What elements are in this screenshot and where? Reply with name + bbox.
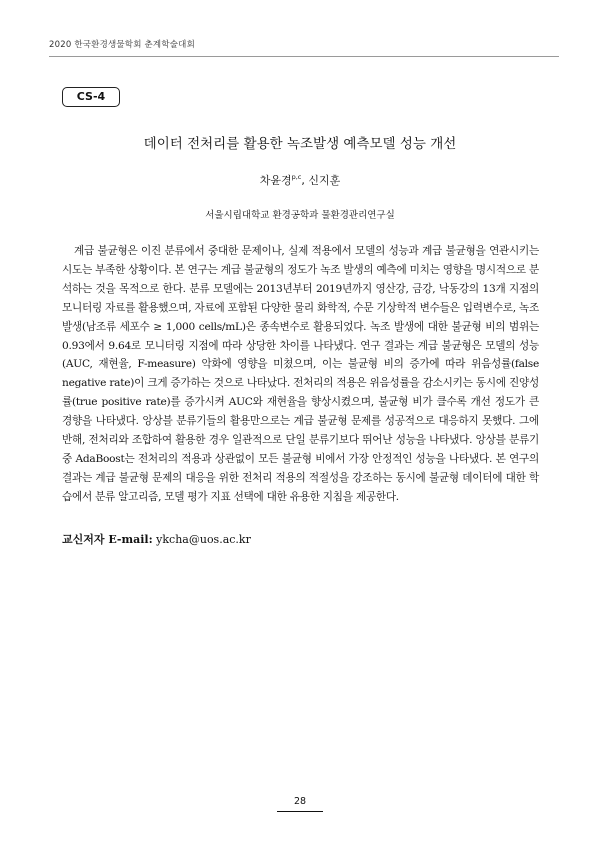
other-authors: , 신지훈 bbox=[301, 174, 341, 187]
author-line bbox=[0, 172, 600, 188]
page-number-underline bbox=[277, 811, 323, 812]
abstract-body: 계급 불균형은 이진 분류에서 중대한 문제이나, 실제 적용에서 모델의 성능과 계급 불균형을 연관시키는 시도는 부족한 상황이다. 본 연구는 계급 불균형의 정도가 녹조 발생의 예측에 미치는 영향을 명시적으로 분석하는 것을 목적으로 한다. 분류 모델에는 2013년부터 2019년까지 영산강, 금강, 낙동강의 13개 지점의 모니터링 자료를 활용했으며, 자료에 포함된 다양한 물리 화학적, 수문 기상학적 변수들은 입력변수로, 녹조 발생(남조류 세포수 ≥ 1,000 cells/mL)은 종속변수로 활용되었다. 녹조 발생에 대한 불균형 비의 범위는 0.93에서 9.64로 모니터링 지점에 따라 상당한 차이를 나타냈다. 연구 결과는 계급 불균형은 모델의 성능(AUC, 재현율, F-measure) 악화에 영향을 미쳤으며, 이는 불균형 비의 증가에 따라 위음성률(false negative rate)이 크게 증가하는 것으로 나타났다. 전처리의 적용은 위음성률을 감소시키는 동시에 진양성률(true positive rate)를 증가시켜 AUC와 재현율을 향상시켰으며, 불균형 비가 클수록 개선 정도가 큰 경향을 나타냈다. 앙상블 분류기들의 활용만으로는 계급 불균형 문제를 성공적으로 대응하지 못했다. 그에 반해, 전처리와 조합하여 활용한 경우 일관적으로 단일 분류기보다 뛰어난 성능을 나타냈다. 앙상블 분류기 중 AdaBoost는 전처리의 적용과 상관없이 모든 불균형 비에서 가장 안정적인 성능을 나타냈다. 본 연구의 결과는 계급 불균형 문제의 대응을 위한 전처리 적용의 적절성을 강조하는 동시에 불균형 데이터에 대한 학습에서 분류 알고리즘, 모델 평가 지표 선택에 대한 유용한 지침을 제공한다. bbox=[62, 245, 539, 503]
first-author: 차윤경 bbox=[259, 174, 292, 187]
corresponding-author bbox=[62, 531, 251, 547]
contact-label: 교신저자 E-mail: bbox=[62, 533, 153, 546]
contact-email[interactable]: ykcha@uos.ac.kr bbox=[156, 533, 251, 546]
author-marks: p,c bbox=[291, 173, 302, 181]
running-header: 2020 한국환경생물학회 춘계학술대회 bbox=[49, 40, 195, 50]
paper-title: 데이터 전처리를 활용한 녹조발생 예측모델 성능 개선 bbox=[143, 136, 457, 152]
page-number: 28 bbox=[293, 796, 307, 807]
abstract-code-badge: CS-4 bbox=[62, 87, 120, 107]
affiliation: 서울시립대학교 환경공학과 물환경관리연구실 bbox=[205, 210, 395, 221]
header-divider bbox=[49, 56, 559, 57]
